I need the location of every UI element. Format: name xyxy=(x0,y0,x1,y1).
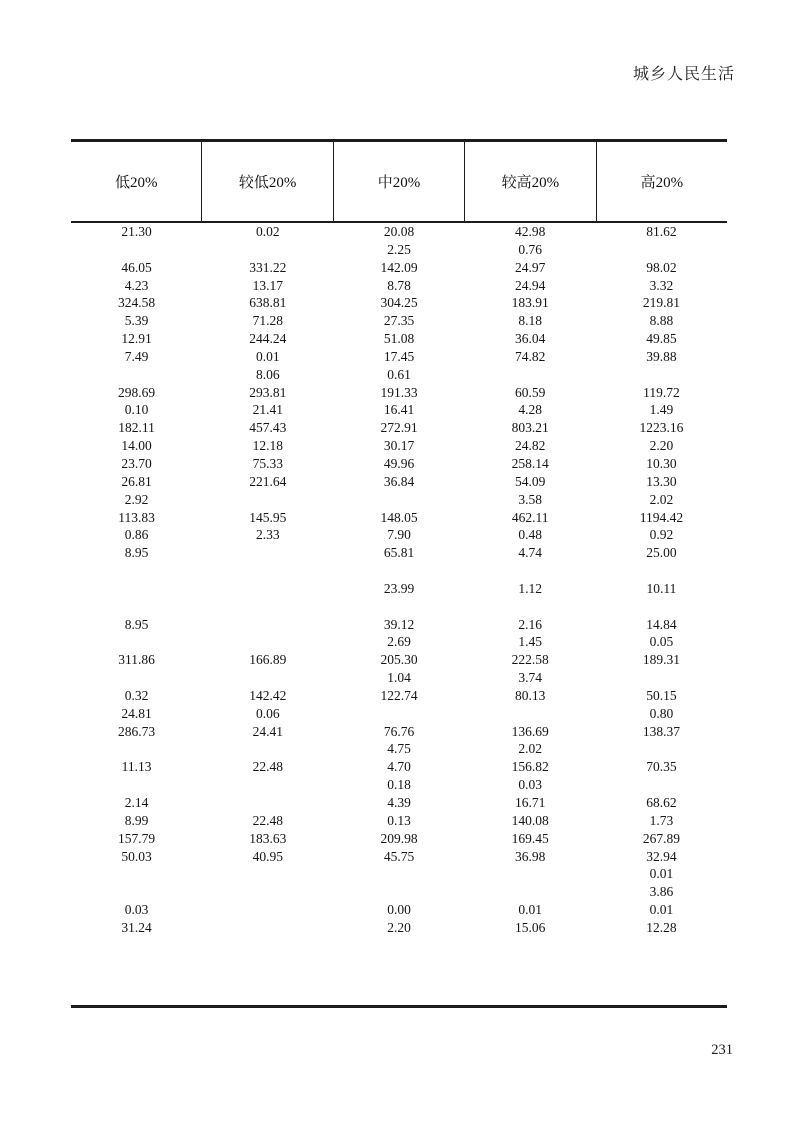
table-cell: 24.94 xyxy=(515,277,546,293)
table-cell: 81.62 xyxy=(646,224,677,239)
table-row xyxy=(71,740,727,758)
table-cell: 65.81 xyxy=(383,545,415,561)
table-cell: 1.04 xyxy=(387,670,411,686)
table-cell xyxy=(465,705,596,723)
table-cell: 32.94 xyxy=(646,848,677,864)
table-cell: 8.06 xyxy=(255,366,280,382)
table-cell: 0.80 xyxy=(649,705,674,721)
table-cell: 4.70 xyxy=(387,759,411,775)
table-row xyxy=(71,259,727,277)
table-cell: 7.90 xyxy=(387,527,411,543)
table-row xyxy=(71,830,727,848)
table-cell: 14.00 xyxy=(121,438,152,454)
table-cell: 138.37 xyxy=(642,723,680,739)
table-row xyxy=(71,883,727,901)
table-cell: 0.76 xyxy=(518,241,543,257)
table-cell: 24.41 xyxy=(252,723,283,739)
table-cell: 113.83 xyxy=(118,509,155,525)
table-cell: 11.13 xyxy=(121,759,152,775)
table-cell xyxy=(465,598,596,616)
table-cell: 31.24 xyxy=(121,919,152,935)
table-cell xyxy=(202,241,333,259)
table-row xyxy=(71,241,727,259)
table-cell: 20.08 xyxy=(383,224,415,239)
table-cell: 324.58 xyxy=(118,295,156,311)
table-cell: 311.86 xyxy=(118,652,155,668)
table-cell xyxy=(202,491,333,509)
table-cell xyxy=(465,562,596,580)
table-cell: 286.73 xyxy=(118,723,156,739)
table-cell: 2.25 xyxy=(387,241,411,257)
table-cell: 222.58 xyxy=(511,652,549,668)
table-cell xyxy=(202,919,333,937)
table-cell: 23.70 xyxy=(121,455,152,471)
table-cell: 17.45 xyxy=(383,348,415,364)
table-row xyxy=(71,651,727,669)
table-cell: 4.75 xyxy=(387,741,411,757)
table-cell: 166.89 xyxy=(249,652,287,668)
table-footer-space xyxy=(71,937,727,1005)
table-header-row xyxy=(71,142,727,223)
table-cell: 1.49 xyxy=(649,402,674,418)
table-body xyxy=(71,223,727,937)
table-cell xyxy=(71,883,202,901)
table-row xyxy=(71,419,727,437)
table-cell: 21.30 xyxy=(121,224,152,239)
table-cell xyxy=(596,669,727,687)
table-cell xyxy=(202,669,333,687)
table-cell xyxy=(71,669,202,687)
table-cell: 1.12 xyxy=(518,580,543,596)
table-cell: 8.88 xyxy=(649,313,674,329)
table-cell: 2.16 xyxy=(518,616,543,632)
quintile-table xyxy=(71,139,727,1008)
table-row xyxy=(71,277,727,295)
table-cell: 2.20 xyxy=(387,919,411,935)
table-cell: 0.10 xyxy=(124,402,149,418)
table-cell: 2.02 xyxy=(649,491,674,507)
column-header: 高20% xyxy=(640,175,684,191)
table-cell: 14.84 xyxy=(646,616,677,632)
table-cell xyxy=(465,865,596,883)
table-cell: 0.05 xyxy=(649,634,674,650)
table-cell: 24.97 xyxy=(515,259,546,275)
table-row xyxy=(71,330,727,348)
table-row xyxy=(71,758,727,776)
table-row xyxy=(71,598,727,616)
table-cell: 140.08 xyxy=(511,812,549,828)
column-header: 较高20% xyxy=(465,142,596,221)
table-cell xyxy=(202,562,333,580)
table-row xyxy=(71,919,727,937)
table-cell: 4.23 xyxy=(124,277,149,293)
table-cell: 12.18 xyxy=(252,438,283,454)
table-cell: 1223.16 xyxy=(639,420,684,436)
table-row xyxy=(71,705,727,723)
table-row xyxy=(71,294,727,312)
table-cell: 156.82 xyxy=(511,759,549,775)
table-cell: 331.22 xyxy=(249,259,287,275)
table-row xyxy=(71,633,727,651)
table-cell: 22.48 xyxy=(252,812,283,828)
table-cell: 49.85 xyxy=(646,331,677,347)
table-cell xyxy=(596,598,727,616)
table-cell: 25.00 xyxy=(646,545,677,561)
table-cell: 54.09 xyxy=(515,473,546,489)
table-cell: 12.91 xyxy=(121,331,152,347)
table-cell: 2.33 xyxy=(255,527,280,543)
table-cell: 221.64 xyxy=(249,473,287,489)
table-cell: 0.01 xyxy=(649,902,674,918)
table-row xyxy=(71,401,727,419)
table-cell: 12.28 xyxy=(646,919,677,935)
running-head: 城乡人民生活 xyxy=(632,66,735,83)
table-cell: 638.81 xyxy=(249,295,287,311)
table-cell: 298.69 xyxy=(118,384,156,400)
table-row xyxy=(71,669,727,687)
table-cell: 36.04 xyxy=(515,331,546,347)
table-row xyxy=(71,562,727,580)
table-cell: 157.79 xyxy=(118,830,156,846)
column-header: 中20% xyxy=(334,142,465,221)
table-cell xyxy=(202,776,333,794)
table-row xyxy=(71,848,727,866)
table-row xyxy=(71,812,727,830)
table-cell: 50.03 xyxy=(121,848,152,864)
table-cell xyxy=(333,883,464,901)
table-row xyxy=(71,509,727,527)
table-cell: 22.48 xyxy=(252,759,283,775)
table-cell: 80.13 xyxy=(515,687,546,703)
table-row xyxy=(71,437,727,455)
table-cell: 183.91 xyxy=(511,295,549,311)
table-cell: 142.09 xyxy=(380,259,418,275)
table-cell: 0.32 xyxy=(124,687,149,703)
table-cell xyxy=(596,740,727,758)
table-bottom-rule xyxy=(71,1005,727,1008)
table-cell: 70.35 xyxy=(646,759,677,775)
table-cell: 148.05 xyxy=(380,509,418,525)
table-cell: 8.18 xyxy=(518,313,543,329)
table-cell: 304.25 xyxy=(380,295,418,311)
table-row xyxy=(71,473,727,491)
table-cell: 0.03 xyxy=(518,777,543,793)
table-cell: 4.74 xyxy=(518,545,543,561)
table-cell: 40.95 xyxy=(252,848,283,864)
table-cell: 2.92 xyxy=(124,491,149,507)
table-cell: 8.99 xyxy=(124,812,149,828)
table-cell: 60.59 xyxy=(515,384,546,400)
table-cell: 16.41 xyxy=(383,402,415,418)
table-cell: 462.11 xyxy=(511,509,549,525)
table-cell: 803.21 xyxy=(511,420,549,436)
table-cell xyxy=(333,562,464,580)
table-cell xyxy=(202,580,333,598)
table-cell: 169.45 xyxy=(511,830,549,846)
table-cell xyxy=(202,544,333,562)
table-cell xyxy=(202,633,333,651)
table-cell xyxy=(202,740,333,758)
table-cell: 98.02 xyxy=(646,259,677,275)
table-cell xyxy=(333,865,464,883)
table-cell: 23.99 xyxy=(383,580,415,596)
table-cell: 39.88 xyxy=(646,348,677,364)
table-cell: 205.30 xyxy=(380,652,418,668)
table-cell: 71.28 xyxy=(252,313,283,329)
table-cell: 119.72 xyxy=(643,384,680,400)
table-row xyxy=(71,348,727,366)
table-cell xyxy=(71,776,202,794)
table-cell: 7.49 xyxy=(124,348,149,364)
page-number: 231 xyxy=(711,1042,733,1058)
table-cell: 1194.42 xyxy=(639,509,684,525)
table-cell xyxy=(333,598,464,616)
table-cell: 16.71 xyxy=(515,795,546,810)
table-cell: 3.58 xyxy=(518,491,543,507)
table-row xyxy=(71,616,727,634)
table-cell xyxy=(71,865,202,883)
table-cell xyxy=(202,598,333,616)
table-cell xyxy=(596,241,727,259)
table-cell: 2.14 xyxy=(124,795,149,810)
table-cell: 76.76 xyxy=(383,723,415,739)
table-cell: 10.30 xyxy=(646,455,677,471)
table-cell: 49.96 xyxy=(383,455,415,471)
table-cell xyxy=(71,562,202,580)
table-cell: 8.95 xyxy=(124,616,149,632)
table-row xyxy=(71,544,727,562)
table-cell: 122.74 xyxy=(380,687,418,703)
table-row xyxy=(71,491,727,509)
table-cell xyxy=(465,883,596,901)
column-header: 较低20% xyxy=(202,142,333,221)
table-cell: 189.31 xyxy=(642,652,680,668)
table-cell: 2.69 xyxy=(387,634,411,650)
table-cell xyxy=(202,616,333,634)
table-cell: 39.12 xyxy=(383,616,415,632)
table-cell: 0.13 xyxy=(387,812,411,828)
table-cell: 26.81 xyxy=(121,473,152,489)
table-cell: 0.61 xyxy=(387,366,411,382)
table-cell xyxy=(596,366,727,384)
table-cell xyxy=(71,366,202,384)
table-row xyxy=(71,312,727,330)
table-cell: 8.78 xyxy=(387,277,411,293)
table-row xyxy=(71,776,727,794)
table-row xyxy=(71,687,727,705)
table-cell: 0.03 xyxy=(124,902,149,918)
table-cell xyxy=(333,491,464,509)
table-cell xyxy=(202,865,333,883)
column-header: 低20% xyxy=(71,142,202,221)
table-row xyxy=(71,366,727,384)
table-cell: 2.20 xyxy=(649,438,674,454)
table-cell: 36.84 xyxy=(383,473,415,489)
table-cell: 24.82 xyxy=(515,438,546,454)
table-cell xyxy=(202,883,333,901)
table-cell: 2.02 xyxy=(518,741,543,757)
table-cell: 51.08 xyxy=(383,331,415,347)
table-cell: 219.81 xyxy=(642,295,680,311)
table-cell: 0.01 xyxy=(518,902,543,918)
table-cell: 0.02 xyxy=(255,224,280,239)
table-cell: 10.11 xyxy=(646,580,677,596)
table-cell: 209.98 xyxy=(380,830,418,846)
table-cell: 46.05 xyxy=(121,259,152,275)
table-cell: 15.06 xyxy=(515,919,546,935)
table-cell: 244.24 xyxy=(249,331,287,347)
table-row xyxy=(71,901,727,919)
table-cell: 0.48 xyxy=(518,527,543,543)
table-cell: 3.32 xyxy=(649,277,674,293)
table-row xyxy=(71,455,727,473)
table-cell: 42.98 xyxy=(515,224,546,239)
table-cell: 0.86 xyxy=(124,527,149,543)
table-cell xyxy=(71,598,202,616)
table-cell xyxy=(71,740,202,758)
table-cell: 0.06 xyxy=(255,705,280,721)
table-cell: 68.62 xyxy=(646,795,677,810)
table-cell: 258.14 xyxy=(511,455,549,471)
table-row xyxy=(71,794,727,812)
table-cell: 183.63 xyxy=(249,830,287,846)
table-cell: 182.11 xyxy=(118,420,155,436)
table-cell: 8.95 xyxy=(124,545,149,561)
table-cell: 0.18 xyxy=(387,777,411,793)
table-row xyxy=(71,384,727,402)
table-cell: 75.33 xyxy=(252,455,283,471)
table-cell: 45.75 xyxy=(383,848,415,864)
table-cell xyxy=(596,562,727,580)
table-row xyxy=(71,580,727,598)
table-cell xyxy=(596,776,727,794)
table-cell: 267.89 xyxy=(642,830,680,846)
table-cell: 272.91 xyxy=(380,420,418,436)
table-cell: 5.39 xyxy=(124,313,149,329)
table-cell xyxy=(202,794,333,812)
table-cell: 1.73 xyxy=(649,812,674,828)
table-cell: 136.69 xyxy=(511,723,549,739)
table-cell: 13.17 xyxy=(252,277,283,293)
table-cell: 0.01 xyxy=(255,348,280,364)
table-cell: 24.81 xyxy=(121,705,152,721)
table-cell: 74.82 xyxy=(515,348,546,364)
table-cell: 3.74 xyxy=(518,670,543,686)
table-row xyxy=(71,723,727,741)
table-cell xyxy=(71,241,202,259)
table-cell: 30.17 xyxy=(383,438,415,454)
table-cell: 21.41 xyxy=(252,402,283,418)
table-cell: 145.95 xyxy=(249,509,287,525)
table-cell: 4.28 xyxy=(518,402,543,418)
table-row xyxy=(71,526,727,544)
table-cell: 13.30 xyxy=(646,473,677,489)
table-cell: 142.42 xyxy=(249,687,287,703)
table-cell xyxy=(333,705,464,723)
table-cell: 1.45 xyxy=(518,634,543,650)
table-cell: 4.39 xyxy=(387,795,411,810)
table-cell: 0.01 xyxy=(649,866,674,882)
table-row xyxy=(71,865,727,883)
table-cell: 0.92 xyxy=(649,527,674,543)
table-cell: 3.86 xyxy=(649,884,674,900)
table-cell xyxy=(465,366,596,384)
table-row xyxy=(71,223,727,241)
table-cell: 191.33 xyxy=(380,384,418,400)
table-cell xyxy=(202,901,333,919)
table-cell: 0.00 xyxy=(387,902,411,918)
table-cell: 36.98 xyxy=(515,848,546,864)
table-cell xyxy=(71,633,202,651)
table-cell: 27.35 xyxy=(383,313,415,329)
table-cell: 457.43 xyxy=(249,420,287,436)
table-cell: 293.81 xyxy=(249,384,287,400)
table-cell xyxy=(71,580,202,598)
table-cell: 50.15 xyxy=(646,687,677,703)
